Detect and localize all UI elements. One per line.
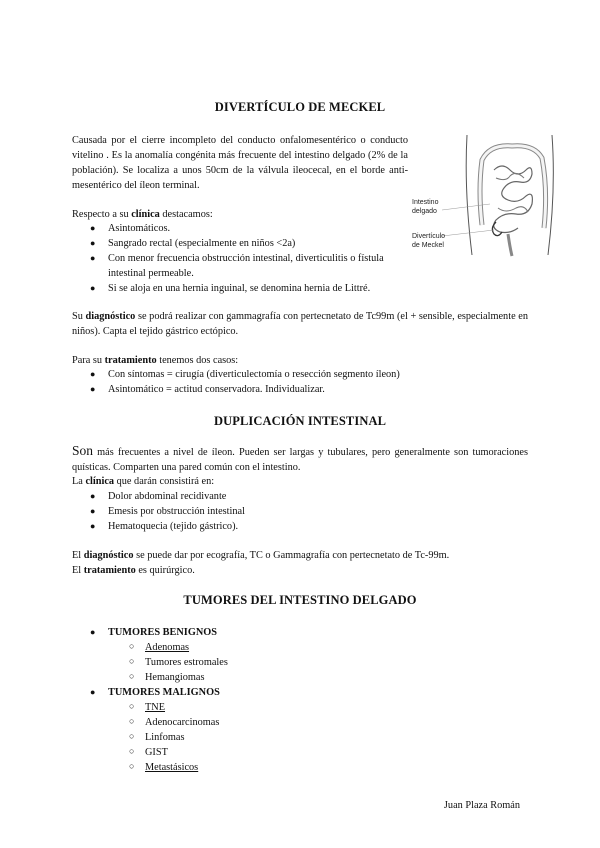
meckel-clinica-intro: Respecto a su clínica destacamos: bbox=[72, 209, 213, 220]
bullet-icon: ● bbox=[90, 283, 96, 293]
bullet-icon: ● bbox=[90, 491, 96, 501]
bullet-icon: ● bbox=[90, 384, 96, 394]
duplicacion-clinica-item: Hematoquecia (tejido gástrico). bbox=[108, 521, 239, 532]
circle-bullet-icon: ○ bbox=[129, 761, 135, 771]
meckel-tratamiento-item: Asintomático = actitud conservadora. Individualizar. bbox=[108, 384, 325, 395]
meckel-clinica-item: Asintomáticos. bbox=[108, 223, 171, 234]
tumor-benigno-item: Hemangiomas bbox=[145, 672, 205, 683]
bullet-icon: ● bbox=[90, 253, 96, 263]
tumor-maligno-item: TNE bbox=[145, 702, 166, 713]
bullet-icon: ● bbox=[90, 369, 96, 379]
duplicacion-title: DUPLICACIÓN INTESTINAL bbox=[213, 414, 387, 428]
tumores-benignos-label: TUMORES BENIGNOS bbox=[108, 627, 217, 638]
meckel-title: DIVERTÍCULO DE MECKEL bbox=[214, 100, 386, 114]
circle-bullet-icon: ○ bbox=[129, 671, 135, 681]
bullet-icon: ● bbox=[90, 223, 96, 233]
circle-bullet-icon: ○ bbox=[129, 641, 135, 651]
duplicacion-clinica-item: Dolor abdominal recidivante bbox=[108, 491, 227, 502]
figure-label-meckel: Divertículo de Meckel bbox=[412, 233, 446, 249]
meckel-diagnostico: Su diagnóstico se podrá realizar con gammagrafía con pertecnetato de Tc99m (el + sensible, especialmente en niños). Capta el tejido gástrico ectópico. bbox=[72, 311, 528, 337]
author-footer: Juan Plaza Román bbox=[443, 800, 520, 811]
meckel-clinica-item: Con menor frecuencia obstrucción intestinal, diverticulitis o fístula intestinal permeable. bbox=[108, 253, 384, 279]
duplicacion-clinica-item: Emesis por obstrucción intestinal bbox=[108, 506, 245, 517]
bullet-icon: ● bbox=[90, 238, 96, 248]
duplicacion-clinica-intro: La clínica que darán consistirá en: bbox=[72, 476, 215, 487]
tumores-title: TUMORES DEL INTESTINO DELGADO bbox=[183, 593, 417, 607]
duplicacion-diagnostico: El diagnóstico se puede dar por ecografía, TC o Gammagrafía con pertecnetato de Tc-99m. bbox=[72, 550, 450, 561]
meckel-figure bbox=[412, 130, 562, 260]
duplicacion-tratamiento: El tratamiento es quirúrgico. bbox=[72, 565, 195, 576]
circle-bullet-icon: ○ bbox=[129, 656, 135, 666]
circle-bullet-icon: ○ bbox=[129, 701, 135, 711]
tumor-benigno-item: Tumores estromales bbox=[145, 657, 228, 668]
duplicacion-intro: Son más frecuentes a nivel de íleon. Pueden ser largas y tubulares, pero generalmente son tumoraciones quísticas. Comparten una pared común con el intestino. bbox=[72, 443, 528, 473]
tumor-maligno-item: Adenocarcinomas bbox=[145, 717, 220, 728]
bullet-icon: ● bbox=[90, 506, 96, 516]
meckel-tratamiento-intro: Para su tratamiento tenemos dos casos: bbox=[72, 355, 239, 366]
tumores-malignos-label: TUMORES MALIGNOS bbox=[108, 687, 220, 698]
meckel-clinica-item: Sangrado rectal (especialmente en niños <2a) bbox=[108, 238, 296, 249]
meckel-intro: Causada por el cierre incompleto del conducto onfalomesentérico o conducto vitelino . Es la anomalía congénita más frecuente del intestino delgado (2% de la población). Se localiza a unos 50cm de la válvula ileocecal, en el borde anti-mesentérico del íleon terminal. bbox=[72, 135, 408, 191]
circle-bullet-icon: ○ bbox=[129, 731, 135, 741]
bullet-icon: ● bbox=[90, 627, 96, 637]
tumor-benigno-item: Adenomas bbox=[145, 642, 190, 653]
tumor-maligno-item: Linfomas bbox=[145, 732, 185, 743]
meckel-tratamiento-item: Con síntomas = cirugía (diverticulectomía o resección segmento íleon) bbox=[108, 369, 400, 380]
bullet-icon: ● bbox=[90, 521, 96, 531]
circle-bullet-icon: ○ bbox=[129, 716, 135, 726]
circle-bullet-icon: ○ bbox=[129, 746, 135, 756]
meckel-clinica-item: Si se aloja en una hernia inguinal, se denomina hernia de Littré. bbox=[108, 283, 371, 294]
tumor-maligno-item: Metastásicos bbox=[145, 762, 199, 773]
figure-label-intestino: Intestino delgado bbox=[412, 199, 439, 215]
bullet-icon: ● bbox=[90, 687, 96, 697]
tumor-maligno-item: GIST bbox=[145, 747, 168, 758]
